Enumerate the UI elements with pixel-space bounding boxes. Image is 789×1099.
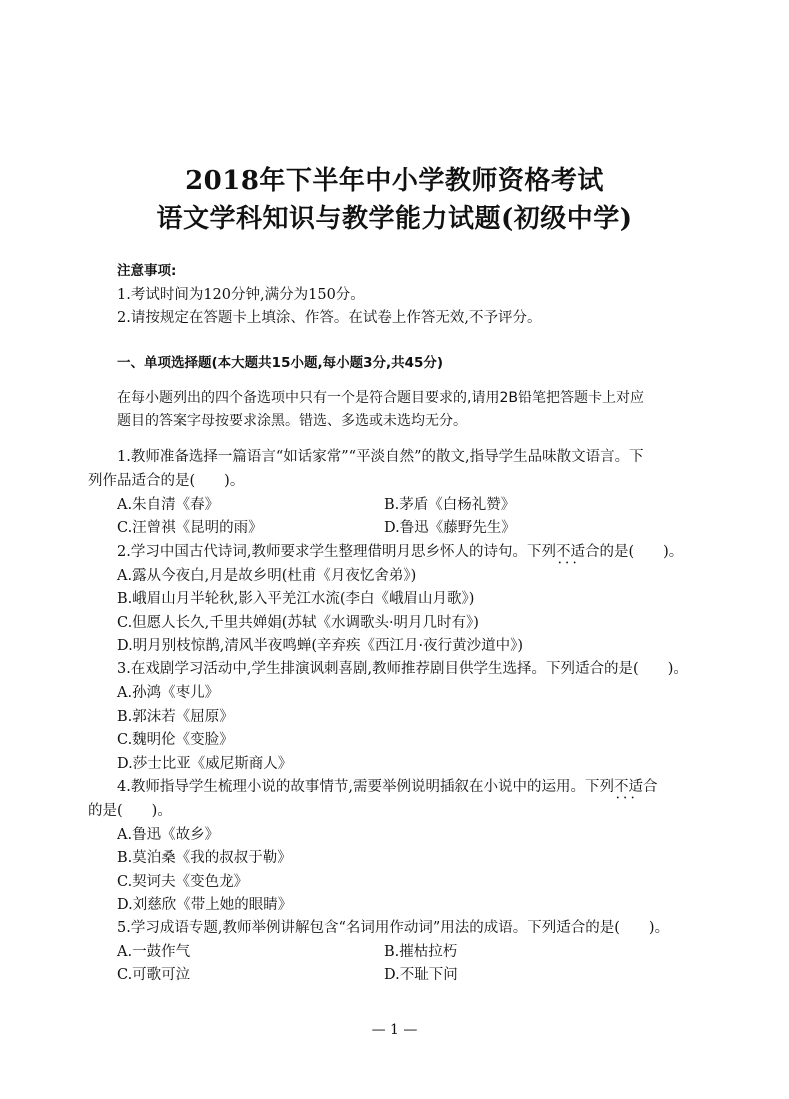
q2-option-a: A.露从今夜白,月是故乡明(杜甫《月夜忆舍弟》)	[117, 568, 417, 584]
q2-stem-post: 的是( )。	[599, 544, 684, 560]
q3-option-c: C.魏明伦《变脸》	[117, 732, 234, 748]
section-instruction-line2: 题目的答案字母按要求涂黑。错选、多选或未选均无分。	[117, 413, 467, 429]
q5-option-b: B.摧枯拉朽	[384, 944, 458, 960]
q2-stem-emphasis: 不适合 • • •	[556, 544, 600, 560]
q3-option-a: A.孙鸿《枣儿》	[117, 685, 220, 701]
section-instruction-line1: 在每小题列出的四个备选项中只有一个是符合题目要求的,请用2B铅笔把答题卡上对应	[117, 390, 644, 406]
page-number: — 1 —	[371, 1022, 418, 1038]
q4-stem-line2: 的是( )。	[88, 803, 172, 819]
q5-stem: 5.学习成语专题,教师举例讲解包含“名词用作动词”用法的成语。下列适合的是( )。	[117, 920, 670, 936]
q2-option-d: D.明月别枝惊鹊,清风半夜鸣蝉(辛弃疾《西江月·夜行黄沙道中》)	[117, 638, 523, 654]
section-heading: 一、单项选择题(本大题共15小题,每小题3分,共45分)	[117, 355, 444, 371]
q3-stem: 3.在戏剧学习活动中,学生排演讽刺喜剧,教师推荐剧目供学生选择。下列适合的是( )。	[117, 661, 688, 677]
q5-option-d: D.不耻下问	[384, 967, 458, 983]
notes-heading: 注意事项:	[117, 263, 177, 279]
exam-title-line2: 语文学科知识与教学能力试题(初级中学)	[156, 204, 633, 234]
q3-option-d: D.莎士比亚《威尼斯商人》	[117, 756, 293, 772]
q5-option-c: C.可歌可泣	[117, 967, 191, 983]
q4-stem-line1	[117, 775, 657, 796]
q1-stem-line2: 列作品适合的是( )。	[88, 473, 245, 489]
q5-option-a: A.一鼓作气	[117, 944, 191, 960]
q3-option-b: B.郭沫若《屈原》	[117, 709, 234, 725]
q2-stem-pre: 2.学习中国古代诗词,教师要求学生整理借明月思乡怀人的诗句。下列	[117, 544, 556, 560]
q1-option-b: B.茅盾《白杨礼赞》	[384, 497, 516, 513]
q1-option-c: C.汪曾祺《昆明的雨》	[117, 520, 263, 536]
q4-option-c: C.契诃夫《变色龙》	[117, 874, 249, 890]
q2-option-b: B.峨眉山月半轮秋,影入平羌江水流(李白《峨眉山月歌》)	[117, 591, 475, 607]
q4-stem-emphasis: 不适合 • • •	[614, 779, 658, 795]
q1-option-d: D.鲁迅《藤野先生》	[384, 520, 516, 536]
q2-stem	[117, 540, 683, 561]
q4-option-a: A.鲁迅《故乡》	[117, 827, 220, 843]
q4-stem-pre: 4.教师指导学生梳理小说的故事情节,需要举例说明插叙在小说中的运用。下列	[117, 779, 614, 795]
note-item-1: 1.考试时间为120分钟,满分为150分。	[117, 287, 365, 303]
q1-stem-line1: 1.教师准备选择一篇语言“如话家常”“平淡自然”的散文,指导学生品味散文语言。下	[117, 449, 644, 465]
exam-title-line1: 2018年下半年中小学教师资格考试	[185, 166, 604, 196]
q4-option-b: B.莫泊桑《我的叔叔于勒》	[117, 850, 292, 866]
note-item-2: 2.请按规定在答题卡上填涂、作答。在试卷上作答无效,不予评分。	[117, 310, 542, 326]
q2-option-c: C.但愿人长久,千里共婵娟(苏轼《水调歌头·明月几时有》)	[117, 615, 479, 631]
q1-option-a: A.朱自清《春》	[117, 497, 220, 513]
q4-option-d: D.刘慈欣《带上她的眼睛》	[117, 897, 293, 913]
